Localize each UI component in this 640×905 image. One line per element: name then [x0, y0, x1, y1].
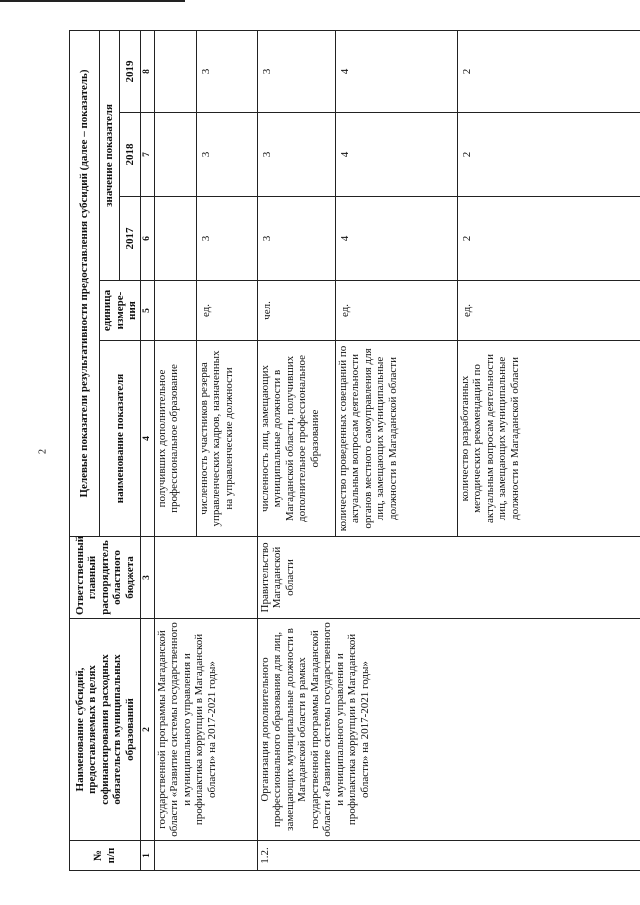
header-row-1 [70, 30, 100, 870]
subsidy-indicators-table [69, 30, 640, 871]
value-2018: 3 [257, 113, 335, 197]
value-2019: 3 [257, 30, 335, 112]
unit: ед. [196, 281, 257, 341]
value-2017: 4 [335, 197, 457, 281]
subsidy-name: Организация дополнительного профессионального образования для лиц, замещающих муниципальные должности в Магаданской области в рамках государственной программы Магаданской области «Развитие системы государственного и муниципального управления и профилактика коррупции в Магаданской области» на 2017-2021 годы» [257, 619, 640, 841]
value-2017: 3 [196, 197, 257, 281]
header-indicator-name: наименование показателя [100, 341, 141, 537]
header-no: № п/п [70, 841, 141, 871]
value-2019: 3 [196, 30, 257, 112]
colnum-1: 1 [140, 841, 154, 871]
value-2017: 2 [457, 197, 640, 281]
top-rule [0, 0, 185, 2]
colnum-8: 8 [140, 30, 154, 112]
row-no: 1.2. [257, 841, 640, 871]
value-2019: 4 [335, 30, 457, 112]
value-2018: 2 [457, 113, 640, 197]
unit: ед. [335, 281, 457, 341]
header-subsidy-name: Наименование субсидий, предоставляемых в целях софинансирования расходных обязательств муниципальных образований [70, 619, 141, 841]
table-row [257, 30, 335, 870]
colnum-2: 2 [140, 619, 154, 841]
unit: ед. [457, 281, 640, 341]
unit [154, 281, 196, 341]
admin-name: Правительство Магаданской области [257, 537, 640, 619]
indicator-name: количество проведенных совещаний по актуальным вопросам деятельности органов местного самоуправления для лиц, замещающих муниципальные должности в Магаданской области [335, 341, 457, 537]
indicator-name: количество разработанных методических рекомендаций по актуальным вопросам деятельности лиц, замещающих муниципальные должности в Магаданской области [457, 341, 640, 537]
header-year-2018: 2018 [120, 113, 140, 197]
value-2019 [154, 30, 196, 112]
header-year-2017: 2017 [120, 197, 140, 281]
header-values: значение показателя [100, 30, 120, 280]
column-numbers-row [140, 30, 154, 870]
value-2018: 4 [335, 113, 457, 197]
header-targets: Целевые показатели результативности предоставления субсидий (далее – показатель) [70, 30, 100, 536]
colnum-6: 6 [140, 197, 154, 281]
row-no-empty [154, 841, 257, 871]
rotated-table-wrapper [69, 31, 640, 871]
indicator-name: численность лиц, замещающих муниципальные должности в Магаданской области, получивших дополнительное профессиональное образование [257, 341, 335, 537]
indicator-name: получивших дополнительное профессиональное образование [154, 341, 196, 537]
header-year-2019: 2019 [120, 30, 140, 112]
colnum-4: 4 [140, 341, 154, 537]
colnum-3: 3 [140, 537, 154, 619]
unit: чел. [257, 281, 335, 341]
value-2017: 3 [257, 197, 335, 281]
colnum-7: 7 [140, 113, 154, 197]
header-unit: единица измере-ния [100, 281, 141, 341]
colnum-5: 5 [140, 281, 154, 341]
subsidy-name: государственной программы Магаданской области «Развитие системы государственного и муниципального управления и профилактика коррупции в Магаданской области» на 2017-2021 годы» [154, 619, 257, 841]
value-2018 [154, 113, 196, 197]
indicator-name: численность участников резерва управленческих кадров, назначенных на управленческие должности [196, 341, 257, 537]
value-2017 [154, 197, 196, 281]
value-2019: 2 [457, 30, 640, 112]
admin-empty [154, 537, 257, 619]
value-2018: 3 [196, 113, 257, 197]
page-number: 2 [37, 449, 49, 454]
header-admin: Ответственный главный распорядитель областного бюджета [70, 537, 141, 619]
table-row [154, 30, 196, 870]
